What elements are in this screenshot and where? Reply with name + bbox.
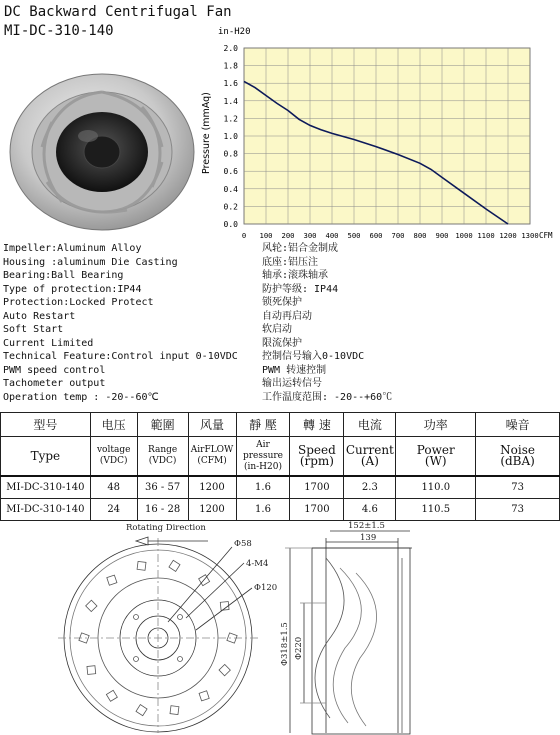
header-en-line: (rpm) <box>299 454 334 468</box>
chart-y-tick-label: 1.8 <box>223 61 238 71</box>
chart-y-tick-label: 2.0 <box>223 44 238 53</box>
header-en-line: Type <box>30 448 61 463</box>
table-cell: 1.6 <box>236 476 290 499</box>
header-en-line: Air <box>256 439 270 450</box>
header-en-line: AirFLOW <box>190 445 234 455</box>
spec-line-cn-4: 锁死保护 <box>262 297 302 308</box>
header-cn-0: 型号 <box>1 413 91 437</box>
dimension-152: 152±1.5 <box>348 521 385 531</box>
chart-y-tick-label: 0.4 <box>223 184 238 194</box>
header-cn-6: 电流 <box>344 413 396 437</box>
product-title <box>4 3 232 41</box>
fan-photo <box>2 52 206 236</box>
technical-drawing <box>0 518 560 735</box>
header-en-line: (dBA) <box>500 454 535 468</box>
chart-y-ticks <box>224 44 239 229</box>
table-cell: 2.3 <box>344 476 396 499</box>
chart-x-tick-label: 1300 <box>521 231 539 240</box>
chart-x-ticks <box>242 231 539 240</box>
header-cn-1: 电压 <box>90 413 137 437</box>
header-en-line: (VDC) <box>99 456 128 466</box>
spec-line-cn-2: 轴承:滚珠轴承 <box>262 270 329 281</box>
spec-line-en-9: PWM speed control <box>3 364 106 376</box>
table-cell: 73 <box>476 476 560 499</box>
table-cell: 24 <box>90 499 137 521</box>
table-cell: 110.5 <box>396 499 476 521</box>
spec-line-en-8: Technical Feature:Control input 0-10VDC <box>3 351 238 362</box>
chart-y-tick-label: 0.6 <box>223 167 238 177</box>
header-en-line: Range <box>147 445 178 455</box>
spec-line-cn-11: 工作温度范围: -20--+60℃ <box>262 391 393 403</box>
spec-line-cn-0: 风轮:铝合金制成 <box>262 243 339 254</box>
chart-x-tick-label: 500 <box>347 231 361 240</box>
spec-line-en-4: Protection:Locked Protect <box>3 297 154 308</box>
dimension-58: Φ58 <box>234 539 252 549</box>
chart-x-unit: CFM <box>539 231 553 240</box>
side-view-body <box>312 548 410 734</box>
blade-mark <box>106 690 117 701</box>
header-cn-2: 範圍 <box>137 413 188 437</box>
chart-x-tick-label: 400 <box>325 231 339 240</box>
blade-mark <box>199 691 209 701</box>
dimension-4m4: 4-M4 <box>246 559 269 569</box>
dimension-318: Φ318±1.5 <box>280 622 290 666</box>
header-en-3 <box>188 437 236 477</box>
table-cell: 16 - 28 <box>137 499 188 521</box>
chart-y-tick-label: 1.2 <box>223 114 238 124</box>
product-model: MI-DC-310-140 <box>4 23 114 39</box>
blade-mark <box>170 706 179 715</box>
header-en-5 <box>290 437 344 477</box>
chart-x-tick-label: 300 <box>303 231 317 240</box>
header-en-line: (A) <box>360 454 379 468</box>
chart-y-unit: in-H20 <box>218 27 251 37</box>
table-cell: MI-DC-310-140 <box>1 499 91 521</box>
header-cn-8: 噪音 <box>476 413 560 437</box>
chart-x-tick-label: 1200 <box>499 231 517 240</box>
header-cn-3: 风量 <box>188 413 236 437</box>
specs-chinese <box>262 242 392 404</box>
spec-line-cn-6: 软启动 <box>262 324 292 335</box>
header-en-0 <box>1 437 91 477</box>
table-cell: 110.0 <box>396 476 476 499</box>
table-cell: 4.6 <box>344 499 396 521</box>
table-cell: MI-DC-310-140 <box>1 476 91 499</box>
header-en-line: Speed <box>298 443 336 457</box>
header-en-6 <box>344 437 396 477</box>
chart-x-tick-label: 900 <box>435 231 449 240</box>
header-en-line: Power <box>416 443 455 457</box>
dimension-220: Φ220 <box>294 636 304 660</box>
table-cell: 48 <box>90 476 137 499</box>
spec-line-cn-8: 控制信号输入0-10VDC <box>262 351 365 362</box>
chart-x-tick-label: 800 <box>413 231 427 240</box>
header-en-line: (in-H20) <box>243 461 282 472</box>
header-en-line: pressure <box>242 450 284 461</box>
header-cn-5: 轉 速 <box>290 413 344 437</box>
header-cn-7: 功率 <box>396 413 476 437</box>
chart-y-tick-label: 1.0 <box>223 132 238 141</box>
spec-line-en-10: Tachometer output <box>3 378 106 389</box>
chart-x-tick-label: 200 <box>281 231 295 240</box>
dimension-120: Φ120 <box>254 583 278 593</box>
chart-y-label: Pressure (mmAq) <box>201 92 212 174</box>
spec-line-cn-10: 输出运转信号 <box>262 378 322 389</box>
table-cell: 1200 <box>188 476 236 499</box>
blade-mark <box>219 664 230 675</box>
header-en-line: voltage <box>96 445 131 455</box>
chart-x-tick-label: 700 <box>391 231 405 240</box>
header-en-8 <box>476 437 560 477</box>
spec-line-cn-7: 限流保护 <box>262 337 302 349</box>
spec-line-en-1: Housing :aluminum Die Casting <box>3 256 178 268</box>
spec-line-en-5: Auto Restart <box>3 310 76 322</box>
header-en-1 <box>90 437 137 477</box>
rotating-direction-label: Rotating Direction <box>126 523 206 533</box>
chart-y-tick-label: 1.6 <box>223 79 238 89</box>
table-cell: 36 - 57 <box>137 476 188 499</box>
spec-line-en-0: Impeller:Aluminum Alloy <box>3 243 142 254</box>
header-en-line: (CFM) <box>197 456 227 466</box>
dimension-139: 139 <box>360 533 377 543</box>
chart-x-tick-label: 1100 <box>477 231 495 240</box>
specs-english <box>3 242 238 404</box>
blade-mark <box>169 560 180 571</box>
table-cell: 1700 <box>290 476 344 499</box>
chart-y-tick-label: 0.2 <box>223 202 238 212</box>
pressure-airflow-chart <box>201 24 560 246</box>
blade-mark <box>136 705 147 716</box>
spec-line-en-7: Current Limited <box>3 337 94 349</box>
spec-line-en-3: Type of protection:IP44 <box>3 283 142 295</box>
header-en-line: Current <box>345 443 394 457</box>
header-en-line: Noise <box>500 443 535 457</box>
blade-mark <box>87 666 96 675</box>
spec-line-cn-5: 自动再启动 <box>262 310 312 322</box>
table-cell: 1700 <box>290 499 344 521</box>
table-cell: 1200 <box>188 499 236 521</box>
header-en-7 <box>396 437 476 477</box>
header-cn-4: 靜 壓 <box>236 413 290 437</box>
header-en-2 <box>137 437 188 477</box>
chart-x-tick-label: 600 <box>369 231 383 240</box>
spec-table <box>0 412 560 521</box>
spec-line-en-6: Soft Start <box>3 324 64 335</box>
chart-x-tick-label: 1000 <box>455 231 473 240</box>
table-cell: 73 <box>476 499 560 521</box>
table-row <box>1 476 560 499</box>
spec-line-cn-9: PWM 转速控制 <box>262 364 327 376</box>
table-cell: 1.6 <box>236 499 290 521</box>
chart-y-tick-label: 0.8 <box>223 149 238 159</box>
spec-line-cn-1: 底座:铝压注 <box>262 256 319 268</box>
spec-line-en-2: Bearing:Ball Bearing <box>3 270 124 281</box>
product-name: DC Backward Centrifugal Fan <box>4 4 232 20</box>
header-en-line: (VDC) <box>148 456 177 466</box>
blade-mark <box>86 600 97 611</box>
spec-line-cn-3: 防护等级: IP44 <box>262 283 339 295</box>
chart-y-tick-label: 1.4 <box>223 96 238 106</box>
header-en-4 <box>236 437 290 477</box>
blade-mark <box>137 561 146 570</box>
blade-mark <box>107 575 117 585</box>
chart-y-tick-label: 0.0 <box>223 220 238 229</box>
chart-x-tick-label: 0 <box>241 231 247 240</box>
header-en-line: (W) <box>424 454 447 468</box>
chart-x-tick-label: 100 <box>259 231 273 240</box>
spec-line-en-11: Operation temp : -20--60℃ <box>3 391 159 403</box>
